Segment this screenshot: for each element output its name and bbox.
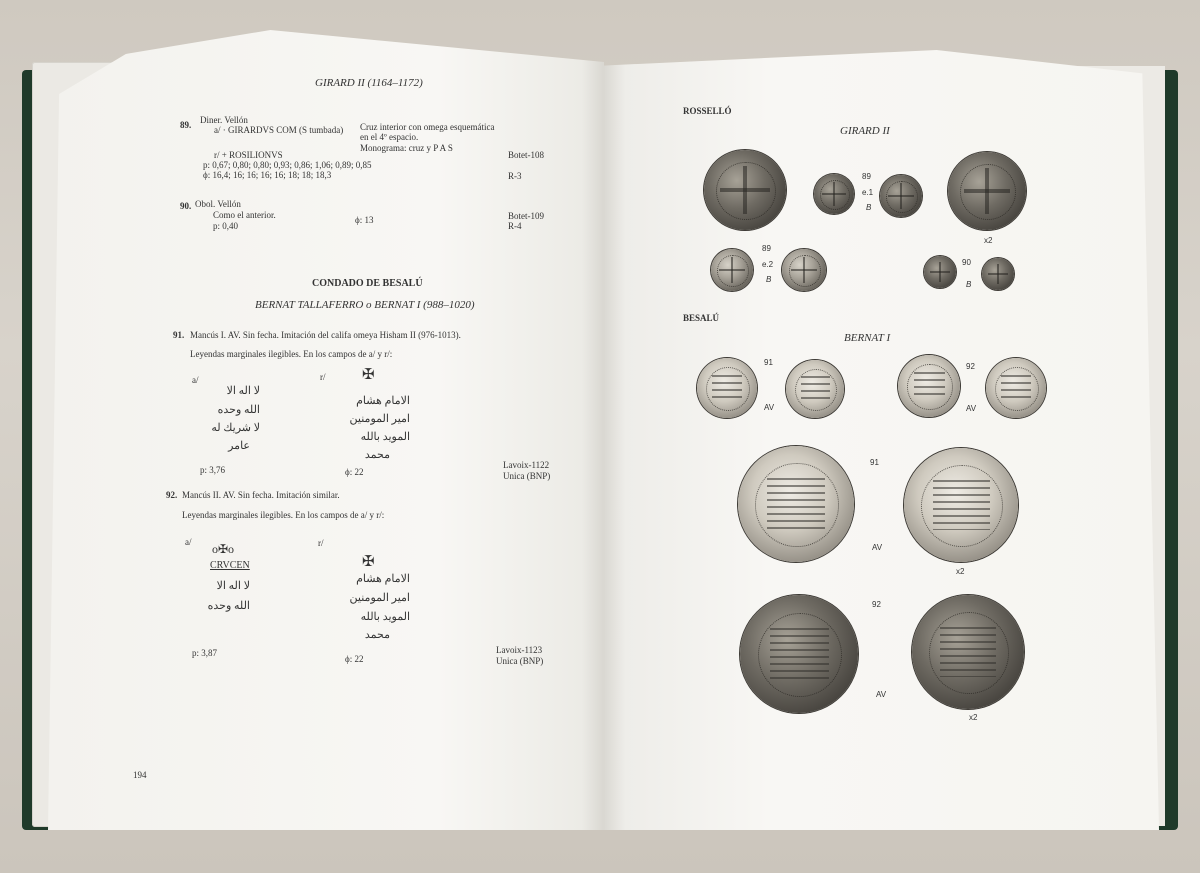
magnification-label: x2 — [969, 713, 978, 722]
diameters: ϕ: 16,4; 16; 16; 16; 16; 18; 18; 18,3 — [203, 170, 332, 180]
entry-number: 91. — [173, 330, 185, 340]
entry-desc: Leyendas marginales ilegibles. En los campos de a/ y r/: — [182, 510, 385, 520]
arabic-line: الامام هشام — [356, 395, 410, 407]
arabic-line: المويد بالله — [360, 611, 410, 623]
coin-number: 89 — [762, 244, 771, 253]
entry-type: Obol. Vellón — [195, 199, 241, 209]
section-title: BESALÚ — [683, 313, 720, 323]
reverse-desc: Monograma: cruz y P A S — [360, 143, 453, 153]
weight: p: 3,87 — [192, 648, 218, 658]
entry-desc: Leyendas marginales ilegibles. En los campos de a/ y r/: — [190, 349, 393, 359]
coin-image — [948, 152, 1026, 230]
coin-number: 91 — [870, 458, 879, 467]
metal-label: AV — [876, 690, 887, 699]
magnification-label: x2 — [984, 236, 993, 245]
coin-image — [880, 175, 922, 217]
obverse-desc: Cruz interior con omega esquemática — [360, 122, 495, 132]
coin-image — [986, 358, 1046, 418]
reverse-legend: r/ + ROSILIONVS — [214, 150, 283, 160]
section-subtitle: BERNAT I — [844, 332, 891, 344]
arabic-line: محمد — [364, 449, 390, 461]
coin-number: 89 — [862, 172, 871, 181]
coin-image — [924, 256, 956, 288]
arabic-line: محمد — [364, 629, 390, 641]
page-number: 194 — [133, 770, 147, 780]
metal-label: AV — [872, 543, 883, 552]
reverse-label: r/ — [320, 372, 326, 382]
rarity: R-4 — [508, 221, 522, 231]
coin-image — [711, 249, 753, 291]
page-header: GIRARD II (1164–1172) — [315, 77, 423, 89]
arabic-line: عامر — [228, 440, 250, 452]
obverse-desc: en el 4º espacio. — [360, 132, 419, 142]
arabic-line: الله وحده — [217, 404, 260, 416]
coin-mark: B — [866, 203, 872, 212]
coin-image — [814, 174, 854, 214]
coin-number: 92 — [966, 362, 975, 371]
arabic-line: لا اله الا — [226, 385, 260, 397]
right-page-content — [604, 0, 1200, 873]
section-subtitle: BERNAT TALLAFERRO o BERNAT I (988–1020) — [255, 299, 475, 311]
coin-number: 92 — [872, 600, 881, 609]
coin-mark: B — [766, 275, 772, 284]
entry-desc: Como el anterior. — [213, 210, 276, 220]
coin-number: 91 — [764, 358, 773, 367]
diameter: ϕ: 22 — [345, 654, 364, 664]
entry-type: Diner. Vellón — [200, 115, 248, 125]
entry-number: 92. — [166, 490, 178, 500]
weight: p: 3,76 — [200, 465, 226, 475]
entry-number: 89. — [180, 120, 192, 130]
coin-variant: e.1 — [862, 188, 874, 197]
coin-mark: B — [966, 280, 972, 289]
entry-desc: Mancús II. AV. Sin fecha. Imitación similar. — [182, 490, 340, 500]
entry-number: 90. — [180, 201, 192, 211]
weights: p: 0,40 — [213, 221, 239, 231]
diameters: ϕ: 13 — [355, 215, 374, 225]
arabic-line: لا شريك له — [211, 422, 260, 434]
reference: Lavoix-1122 — [503, 460, 550, 470]
metal-label: AV — [764, 403, 775, 412]
reverse-label: r/ — [318, 538, 324, 548]
section-subtitle: GIRARD II — [840, 125, 890, 137]
legend-word: CRVCEN — [210, 560, 250, 571]
arabic-line: الامام هشام — [356, 573, 410, 585]
arabic-line: الله وحده — [207, 600, 250, 612]
weights: p: 0,67; 0,80; 0,80; 0,93; 0,86; 1,06; 0,89; 0,85 — [203, 160, 372, 170]
collection: Unica (BNP) — [503, 471, 551, 481]
diameter: ϕ: 22 — [345, 467, 364, 477]
metal-label: AV — [966, 404, 977, 413]
coin-image — [912, 595, 1024, 709]
reference: Lavoix-1123 — [496, 645, 543, 655]
coin-image — [738, 446, 854, 562]
magnification-label: x2 — [956, 567, 965, 576]
coin-image — [782, 249, 826, 291]
coin-image — [786, 360, 844, 418]
reference: Botet-108 — [508, 150, 544, 160]
obverse-legend: a/ · GIRARDVS COM (S tumbada) — [214, 125, 344, 135]
coin-image — [898, 355, 960, 417]
arabic-line: امير المومنين — [349, 592, 410, 604]
coin-image — [704, 150, 786, 230]
coin-image — [904, 448, 1018, 562]
rarity: R-3 — [508, 171, 522, 181]
cross-symbol: o✠o — [212, 542, 235, 556]
arabic-line: امير المومنين — [349, 413, 410, 425]
arabic-line: المويد بالله — [360, 431, 410, 443]
coin-variant: e.2 — [762, 260, 774, 269]
arabic-line: لا اله الا — [216, 580, 250, 592]
coin-image — [740, 595, 858, 713]
section-title: CONDADO DE BESALÚ — [312, 278, 423, 289]
cross-symbol: ✠ — [362, 554, 375, 570]
obverse-label: a/ — [185, 537, 192, 547]
entry-desc: Mancús I. AV. Sin fecha. Imitación del califa omeya Hisham II (976-1013). — [190, 330, 461, 340]
coin-image — [697, 358, 757, 418]
coin-number: 90 — [962, 258, 971, 267]
section-title: ROSSELLÓ — [683, 106, 732, 116]
reference: Botet-109 — [508, 211, 544, 221]
cross-symbol: ✠ — [362, 367, 375, 383]
coin-image — [982, 258, 1014, 290]
collection: Unica (BNP) — [496, 656, 544, 666]
obverse-label: a/ — [192, 375, 199, 385]
